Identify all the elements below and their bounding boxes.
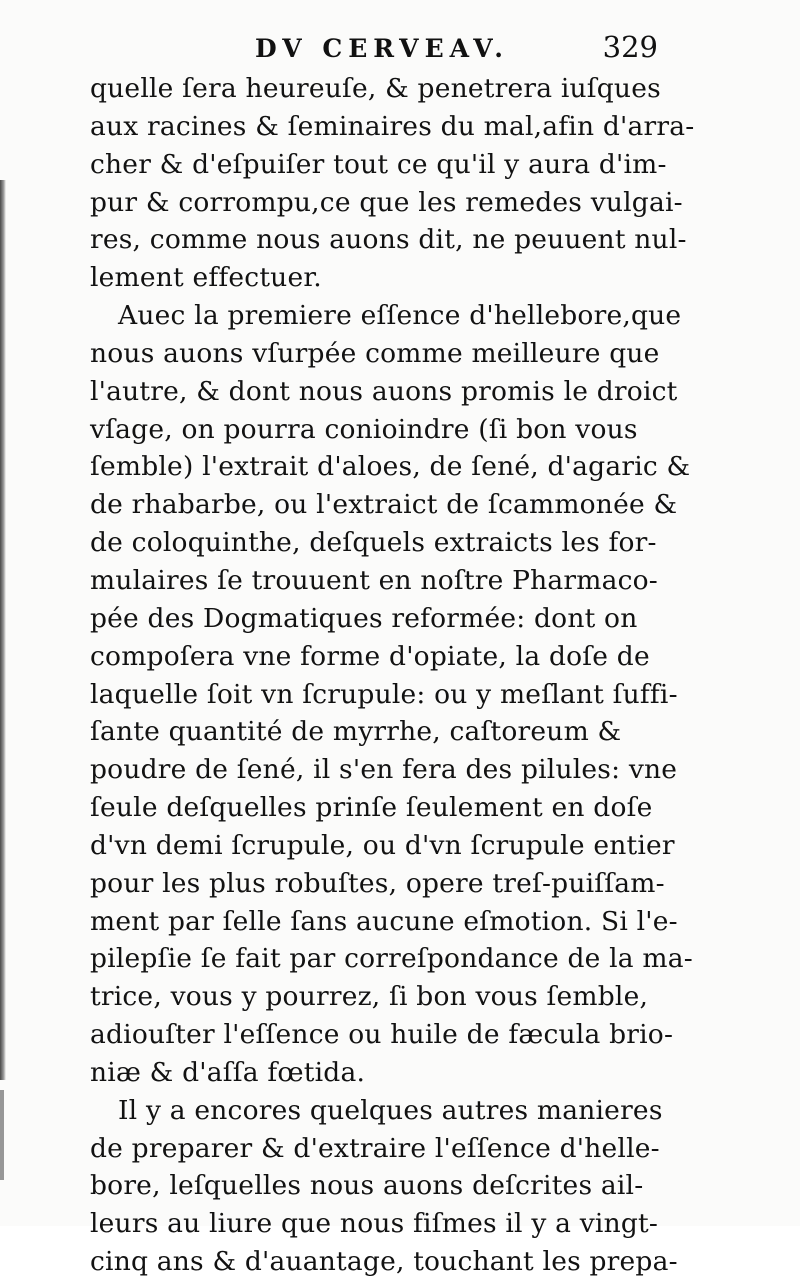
text-line: laquelle ſoit vn ſcrupule: ou y meſlant ſuffi- [90, 678, 678, 710]
text-line: l'autre, & dont nous auons promis le droict [90, 375, 678, 407]
text-line: compoſera vne forme d'opiate, la doſe de [90, 640, 650, 672]
text-line: trice, vous y pourrez, ſi bon vous ſemble, [90, 981, 649, 1013]
text-line: poudre de ſené, il s'en fera des pilules: vne [90, 754, 678, 786]
text-line: pée des Dogmatiques reformée: dont on [90, 602, 638, 634]
text-line: vſage, on pourra conioindre (ſi bon vous [90, 413, 638, 445]
text-line: de coloquinthe, deſquels extraicts les for- [90, 527, 657, 559]
text-line: pur & corrompu,ce que les remedes vulgai- [90, 186, 683, 218]
text-line: bore, leſquelles nous auons deſcrites ail- [90, 1170, 644, 1202]
text-line: nous auons vſurpée comme meilleure que [90, 337, 660, 369]
text-line: adiouſter l'eſſence ou huile de fæcula brio- [90, 1019, 674, 1051]
text-line: ſeule deſquelles prinſe ſeulement en doſe [90, 792, 653, 824]
text-line: de rhabarbe, ou l'extraict de ſcammonée & [90, 489, 678, 521]
text-line: ſemble) l'extrait d'aloes, de ſené, d'agaric & [90, 451, 691, 483]
page-gutter-shadow [0, 180, 6, 1080]
page-gutter-mark [0, 1090, 4, 1180]
paragraph-start-line: Auec la premiere eſſence d'hellebore,que [118, 300, 682, 332]
text-line: aux racines & ſeminaires du mal,afin d'arra- [90, 110, 695, 142]
paragraph-start-line: Il y a encores quelques autres manieres [118, 1094, 663, 1126]
body-text [90, 70, 695, 1281]
text-line: ſante quantité de myrrhe, caſtoreum & [90, 716, 622, 748]
text-line: de preparer & d'extraire l'eſſence d'helle- [90, 1132, 660, 1164]
text-line: lement effectuer. [90, 262, 322, 294]
text-line: quelle ſera heureuſe, & penetrera iuſques [90, 73, 661, 104]
text-line: res, comme nous auons dit, ne peuuent nul- [90, 224, 687, 256]
text-line: mulaires ſe trouuent en noſtre Pharmaco- [90, 564, 658, 596]
text-line: leurs au liure que nous fiſmes il y a vingt- [90, 1208, 659, 1240]
text-line: cher & d'eſpuiſer tout ce qu'il y aura d'im- [90, 148, 667, 180]
text-line: pour les plus robuſtes, opere treſ-puiſſam- [90, 867, 665, 899]
text-line: niæ & d'aſſa fœtida. [90, 1056, 366, 1088]
running-head: DV CERVEAV. [255, 34, 509, 63]
text-line: ment par ſelle ſans aucune eſmotion. Si l'e- [90, 905, 678, 937]
page-header [95, 28, 680, 72]
text-line: d'vn demi ſcrupule, ou d'vn ſcrupule entier [90, 829, 675, 861]
page-number: 329 [602, 30, 658, 64]
text-line: cinq ans & d'auantage, touchant les prepa- [90, 1246, 678, 1278]
text-line: pilepſie ſe fait par correſpondance de la ma- [90, 943, 693, 975]
